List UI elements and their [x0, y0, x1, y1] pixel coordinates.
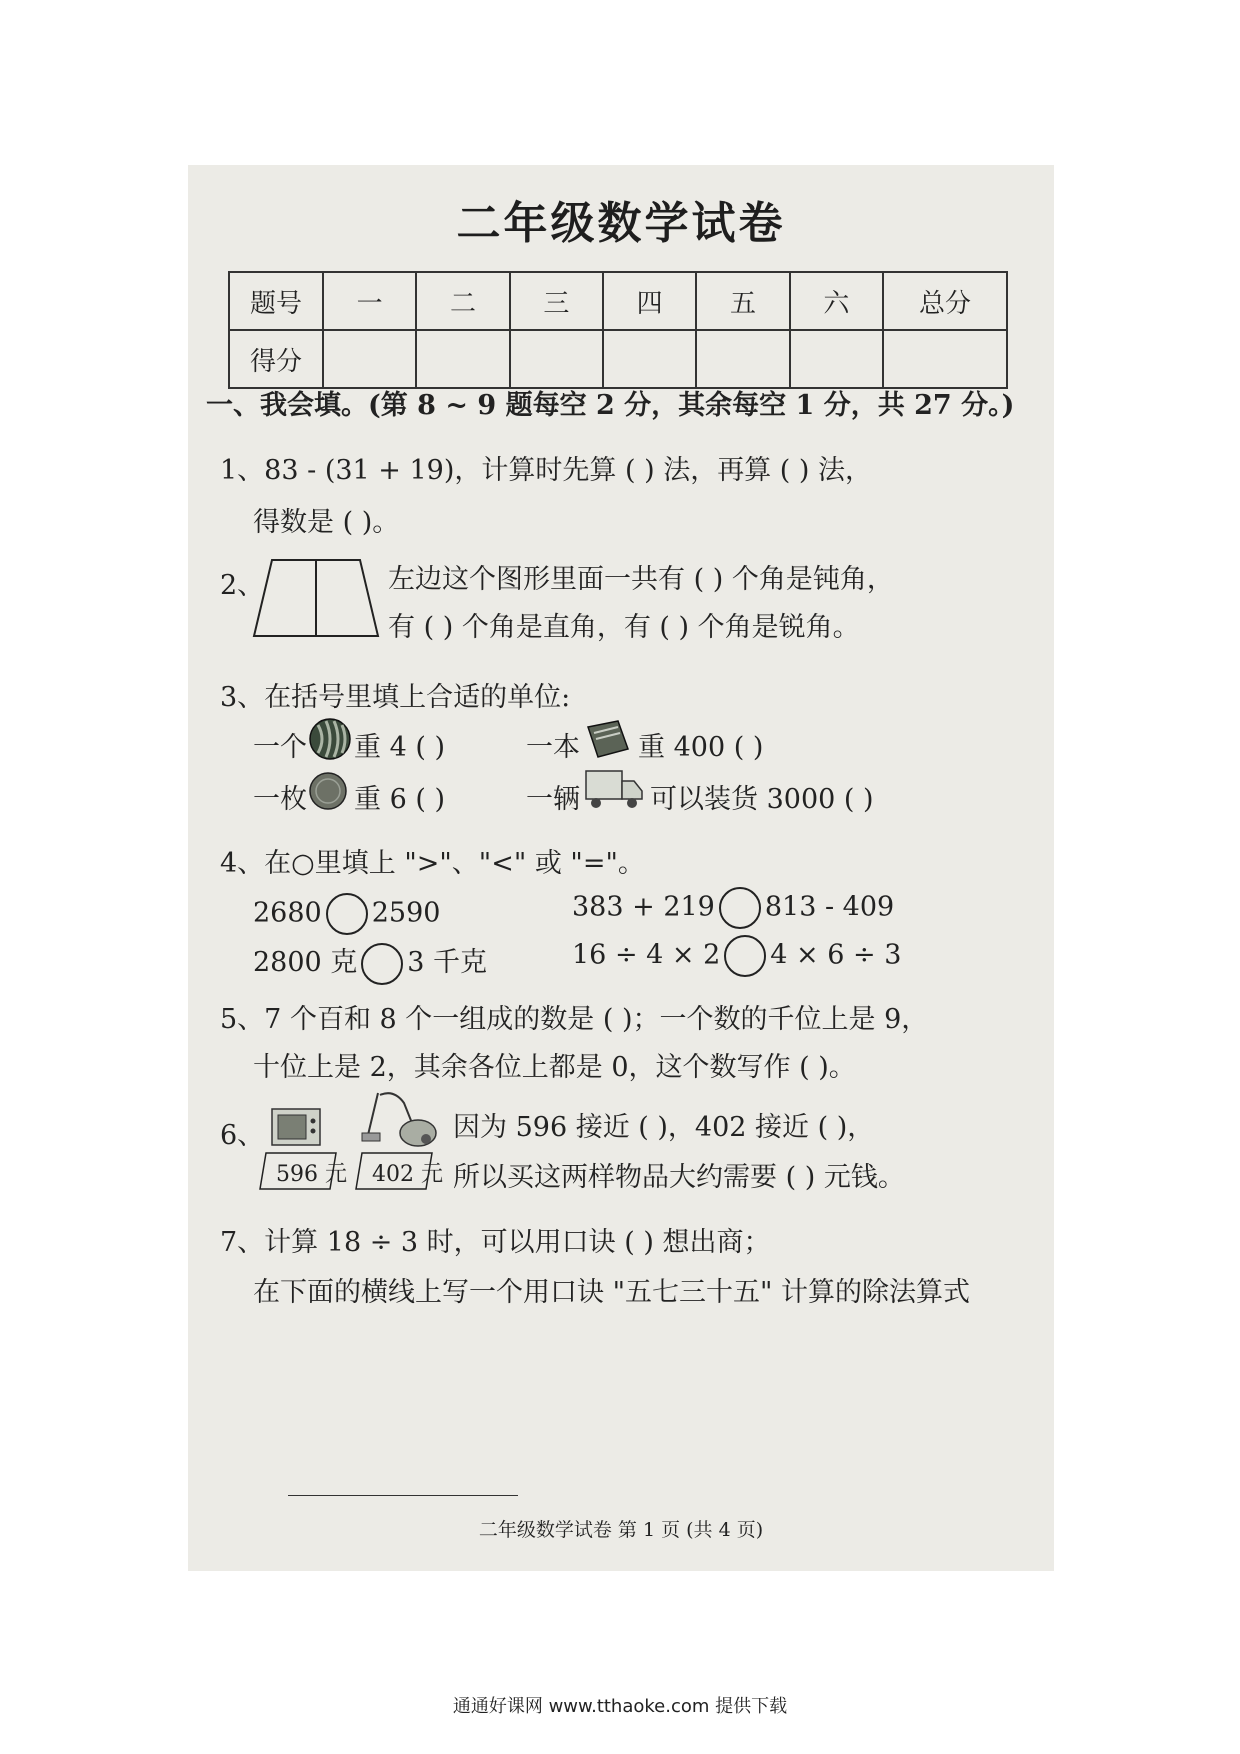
q4-compare-d: [572, 935, 901, 977]
q6-number: 6、: [220, 1120, 265, 1151]
score-blank[interactable]: [696, 330, 789, 388]
exam-paper: [188, 165, 1054, 1571]
score-cell: 三: [510, 272, 603, 330]
q3-line1: 3、在括号里填上合适的单位:: [220, 682, 571, 713]
coin-icon: [308, 771, 348, 811]
q3-item-d-label: 一辆: [526, 784, 580, 815]
q4-a-right: 2590: [371, 897, 441, 929]
score-blank[interactable]: [323, 330, 416, 388]
q3-item-a-text: 重 4 ( ): [354, 732, 445, 763]
score-cell: 题号: [229, 272, 323, 330]
score-table: [228, 271, 1008, 389]
q4-compare-b: [572, 887, 894, 929]
q5-line2: 十位上是 2，其余各位上都是 0，这个数写作 ( )。: [253, 1052, 856, 1083]
page-footer: 二年级数学试卷 第 1 页 (共 4 页): [478, 1519, 764, 1541]
q3-item-d-text: 可以装货 3000 ( ): [650, 784, 874, 815]
exam-title: 二年级数学试卷: [456, 198, 786, 249]
score-blank[interactable]: [883, 330, 1007, 388]
q2-line2: 有 ( ) 个角是直角，有 ( ) 个角是锐角。: [388, 612, 860, 643]
price-tag-2: 402 元: [372, 1162, 443, 1187]
trapezoid-figure: [252, 558, 380, 638]
q1-line1: 1、83 - (31 + 19)，计算时先算 ( ) 法，再算 ( ) 法，: [220, 455, 873, 486]
q3-item-b-text: 重 400 ( ): [638, 732, 764, 763]
q4-d-right: 4 × 6 ÷ 3: [770, 939, 902, 971]
q4-compare-a: [253, 893, 440, 935]
score-cell: 得分: [229, 330, 323, 388]
score-blank[interactable]: [603, 330, 696, 388]
q4-line1: 4、在○里填上 ">"、"<" 或 "="。: [220, 848, 645, 879]
q3-item-c-label: 一枚: [253, 784, 307, 815]
answer-line[interactable]: [288, 1495, 518, 1496]
score-blank[interactable]: [510, 330, 603, 388]
book-icon: [584, 717, 632, 761]
score-cell: 四: [603, 272, 696, 330]
q4-compare-c: [253, 940, 487, 985]
score-cell: 总分: [883, 272, 1007, 330]
q4-c-right: 3 千克: [407, 947, 488, 978]
score-blank[interactable]: [416, 330, 509, 388]
section1-heading: 一、我会填。(第 8 ~ 9 题每空 2 分，其余每空 1 分，共 27 分。): [206, 390, 1015, 421]
q4-b-left: 383 + 219: [572, 891, 715, 923]
compare-circle[interactable]: [326, 893, 368, 935]
q6-line2: 所以买这两样物品大约需要 ( ) 元钱。: [453, 1162, 905, 1193]
q7-line2: 在下面的横线上写一个用口诀 "五七三十五" 计算的除法算式: [253, 1277, 971, 1308]
compare-circle[interactable]: [724, 935, 766, 977]
watermelon-icon: [308, 717, 352, 761]
price-tag-1: 596 元: [276, 1162, 347, 1187]
score-table-score-row: [229, 330, 1007, 388]
compare-circle[interactable]: [719, 887, 761, 929]
vacuum-cleaner-icon: [360, 1089, 440, 1151]
q4-a-left: 2680: [253, 897, 322, 929]
q3-item-c-text: 重 6 ( ): [354, 784, 445, 815]
q3-item-a-label: 一个: [253, 732, 307, 763]
q4-b-right: 813 - 409: [764, 891, 895, 923]
score-table-header-row: [229, 272, 1007, 330]
score-blank[interactable]: [790, 330, 883, 388]
q2-line1: 左边这个图形里面一共有 ( ) 个角是钝角，: [388, 564, 894, 595]
q5-line1: 5、7 个百和 8 个一组成的数是 ( )；一个数的千位上是 9，: [220, 1004, 929, 1035]
microwave-icon: [270, 1105, 322, 1151]
score-cell: 一: [323, 272, 416, 330]
score-cell: 五: [696, 272, 789, 330]
q7-line1: 7、计算 18 ÷ 3 时，可以用口诀 ( ) 想出商；: [220, 1227, 771, 1258]
q1-line2: 得数是 ( )。: [253, 507, 400, 538]
q2-number: 2、: [220, 570, 265, 601]
download-note: 通通好课网 www.tthaoke.com 提供下载: [452, 1696, 788, 1717]
truck-icon: [584, 765, 644, 813]
q3-item-b-label: 一本: [526, 732, 580, 763]
score-cell: 二: [416, 272, 509, 330]
score-cell: 六: [790, 272, 883, 330]
q4-c-left: 2800 克: [253, 947, 358, 978]
q4-d-left: 16 ÷ 4 × 2: [572, 939, 721, 971]
compare-circle[interactable]: [361, 943, 403, 985]
q6-line1: 因为 596 接近 ( )，402 接近 ( )，: [453, 1112, 875, 1143]
